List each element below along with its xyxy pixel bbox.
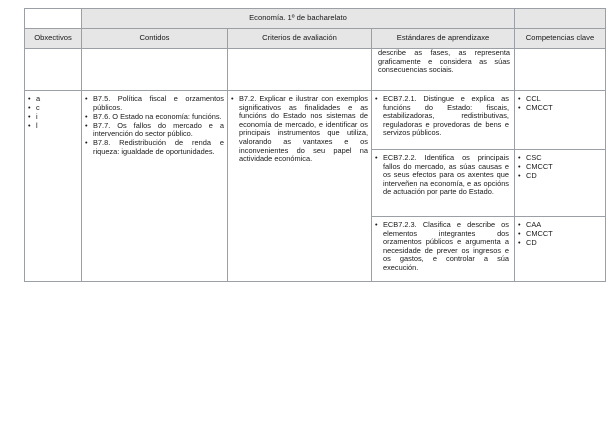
competence-item: • CMCCT <box>518 104 600 113</box>
competence-item: • CMCCT <box>518 163 600 172</box>
competences-cell <box>515 150 606 217</box>
cont-standards-cell <box>372 49 515 91</box>
standard-item: • ECB7.2.3. Clasifica e describe os elementos integrantes dos orzamentos públicos e argumenta a necesidade de prever os ingresos e os gastos, e controlar a súa execución. <box>375 221 509 273</box>
standard-item: • ECB7.2.2. Identifica os principais fallos do mercado, as súas causas e os seus efectos para os axentes que interveñen na economía, e as opcións de actuación por parte do Estado. <box>375 154 509 197</box>
content-item: • B7.7. Os fallos do mercado e a intervención do sector público. <box>85 122 224 139</box>
cont-competences-cell <box>515 49 606 91</box>
criterion-item: • B7.2. Explicar e ilustrar con exemplos significativos as finalidades e as funcións do Estado nos sistemas de economía de mercado, e identificar os principais instrumentos que utiliza, valorando as vantaxes e os inconvenientes do seu papel na actividade económica. <box>231 95 368 164</box>
header-standards: Estándares de aprendizaxe <box>372 29 515 49</box>
header-contents: Contidos <box>82 29 228 49</box>
standard-list <box>372 91 514 142</box>
header-row <box>25 29 606 49</box>
competence-item: • CCL <box>518 95 600 104</box>
competences-list <box>515 217 605 252</box>
table-row <box>25 91 606 150</box>
header-criteria: Criterios de avaliación <box>228 29 372 49</box>
table-title-row <box>25 9 606 29</box>
competences-cell <box>515 217 606 282</box>
objective-item: • a <box>28 95 78 104</box>
objectives-list <box>25 91 81 135</box>
competence-item: • CSC <box>518 154 600 163</box>
contents-list <box>82 91 227 161</box>
competences-list <box>515 150 605 185</box>
content-item: • B7.8. Redistribución de renda e riqueza: igualdade de oportunidades. <box>85 139 224 156</box>
cont-criteria-cell <box>228 49 372 91</box>
contents-cell <box>82 91 228 282</box>
standard-item: • ECB7.2.1. Distingue e explica as funcións do Estado: fiscais, estabilizadoras, redistributivas, reguladoras e provedoras de bens e servizos públicos. <box>375 95 509 138</box>
header-competences: Competencias clave <box>515 29 606 49</box>
continuation-row <box>25 49 606 91</box>
standard-cell <box>372 150 515 217</box>
criteria-list <box>228 91 371 168</box>
competences-cell <box>515 91 606 150</box>
competence-item: • CAA <box>518 221 600 230</box>
objectives-cell <box>25 91 82 282</box>
curriculum-table <box>24 8 606 282</box>
criteria-cell <box>228 91 372 282</box>
competence-item: • CD <box>518 172 600 181</box>
objective-item: • l <box>28 122 78 131</box>
competences-list <box>515 91 605 117</box>
title-blank-cell <box>25 9 82 29</box>
table-title: Economía. 1º de bacharelato <box>82 9 515 29</box>
competence-item: • CD <box>518 239 600 248</box>
standard-cell <box>372 217 515 282</box>
cont-contents-cell <box>82 49 228 91</box>
header-objectives: Obxectivos <box>25 29 82 49</box>
title-blank-cell-right <box>515 9 606 29</box>
standard-list <box>372 150 514 201</box>
competence-item: • CMCCT <box>518 230 600 239</box>
standard-cell <box>372 91 515 150</box>
content-item: • B7.6. O Estado na economía: funcións. <box>85 113 224 122</box>
objective-item: • c <box>28 104 78 113</box>
cont-objectives-cell <box>25 49 82 91</box>
continuation-text: describe as fases, as representa graficamente e considera as súas consecuencias sociais. <box>378 48 510 75</box>
objective-item: • i <box>28 113 78 122</box>
content-item: • B7.5. Política fiscal e orzamentos públicos. <box>85 95 224 112</box>
standard-list <box>372 217 514 277</box>
